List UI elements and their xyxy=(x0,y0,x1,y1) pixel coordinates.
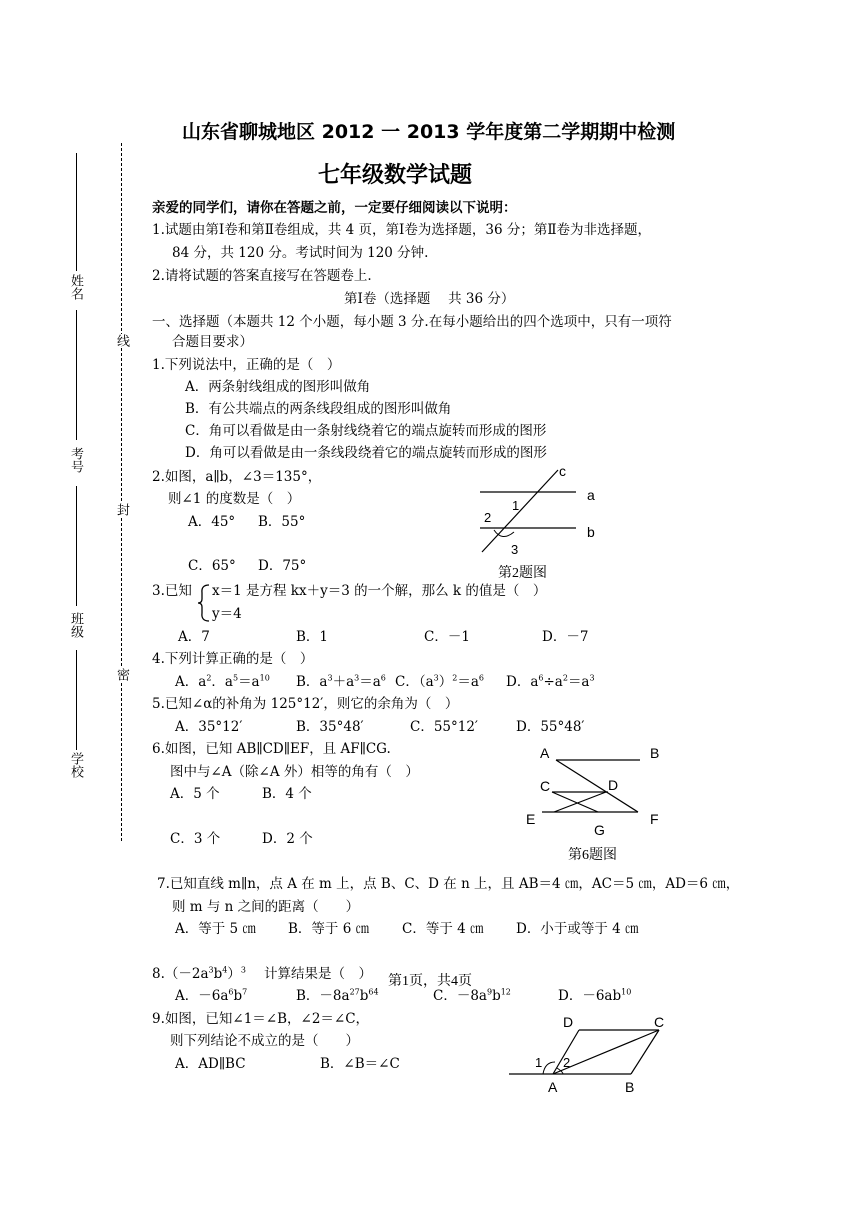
binding-dashed-line xyxy=(121,143,122,841)
q9-label-1: 1 xyxy=(535,1055,543,1070)
section1-intro: 一、选择题（本题共 12 个小题，每小题 3 分.在每小题给出的四个选项中，只有一项符 xyxy=(152,314,672,330)
q2-stem-line2: 则∠1 的度数是（ ） xyxy=(168,491,301,507)
q6-option-a: A．5 个 xyxy=(170,786,220,802)
q9-label-b: B xyxy=(625,1079,635,1095)
q3-option-d: D．－7 xyxy=(542,629,589,645)
q9-stem-line2: 则下列结论不成立的是（ ） xyxy=(170,1033,359,1049)
q2-stem: 2.如图，a∥b，∠3＝135°， xyxy=(152,469,322,485)
q1-option-c: C．角可以看做是由一条射线绕着它的端点旋转而形成的图形 xyxy=(185,423,547,439)
q6-label-b: B xyxy=(650,745,660,761)
q8-option-a: A．$-6a^6b^7$ xyxy=(175,987,248,1004)
q6-label-f: F xyxy=(650,811,659,827)
seal-char: 封 xyxy=(114,503,129,516)
exam-no-label: 考号 xyxy=(68,447,83,473)
section1-intro-cont: 合题目要求） xyxy=(172,334,253,350)
class-label: 班级 xyxy=(68,612,83,638)
q1-stem: 1.下列说法中，正确的是（ ） xyxy=(152,357,341,373)
q9-option-a: A．AD∥BC xyxy=(175,1056,246,1072)
q6-stem-line2: 图中与∠A（除∠A 外）相等的角有（ ） xyxy=(170,764,419,780)
q7-option-c: C．等于 4 ㎝ xyxy=(402,921,484,937)
name-underline xyxy=(76,153,77,271)
q6-figure xyxy=(522,740,672,838)
exam-no-underline xyxy=(76,486,77,606)
exam-title: 山东省聊城地区 2012 一 2013 学年度第二学期期中检测 xyxy=(182,121,676,143)
instruction-item-1-cont: 84 分，共 120 分。考试时间为 120 分钟. xyxy=(172,245,429,261)
q9-figure xyxy=(505,1010,675,1096)
q5-option-c: C．55°12′ xyxy=(410,719,479,735)
q2-option-b: B．55° xyxy=(258,514,306,530)
q6-option-b: B．4 个 xyxy=(262,786,312,802)
q6-label-c: C xyxy=(540,778,551,794)
school-label: 学校 xyxy=(68,752,83,778)
q5-stem: 5.已知∠α的补角为 125°12′，则它的余角为（ ） xyxy=(152,696,459,712)
q2-option-c: C．65° xyxy=(188,558,236,574)
q7-option-d: D．小于或等于 4 ㎝ xyxy=(516,921,639,937)
q8-option-b: B．$-8a^{27}b^{64}$ xyxy=(296,987,379,1004)
q5-option-b: B．35°48′ xyxy=(296,719,364,735)
instruction-item-1: 1.试题由第Ⅰ卷和第Ⅱ卷组成，共 4 页，第Ⅰ卷为选择题，36 分；第Ⅱ卷为非选择题， xyxy=(152,222,652,238)
q6-option-c: C．3 个 xyxy=(170,831,221,847)
q8-stem-suffix: 计算结果是（ ） xyxy=(264,966,372,982)
q9-option-b: B．∠B＝∠C xyxy=(320,1056,400,1072)
q6-label-a: A xyxy=(540,745,550,761)
q3-equation-1: x＝1 是方程 kx＋y＝3 的一个解，那么 k 的值是（ ） xyxy=(212,583,547,599)
q7-stem-line2: 则 m 与 n 之间的距离（ ） xyxy=(172,899,360,915)
q5-option-a: A．35°12′ xyxy=(175,719,243,735)
q4-option-d: D．$a^6\div a^2=a^3$ xyxy=(506,673,595,690)
q6-label-e: E xyxy=(526,811,536,827)
section1-header: 第Ⅰ卷（选择题 共 36 分） xyxy=(344,291,515,307)
q1-option-b: B．有公共端点的两条线段组成的图形叫做角 xyxy=(185,401,452,417)
exam-subtitle: 七年级数学试题 xyxy=(318,163,473,188)
q2-label-3: 3 xyxy=(511,542,519,557)
instructions-heading: 亲爱的同学们，请你在答题之前，一定要仔细阅读以下说明： xyxy=(152,200,517,216)
line-char: 线 xyxy=(114,334,129,347)
name-label: 姓名 xyxy=(68,274,83,300)
q4-option-a: A．$a^2$．$a^5=a^{10}$ xyxy=(175,673,270,690)
q9-label-a: A xyxy=(548,1079,558,1095)
q4-option-c: C．$(a^3)^2=a^6$ xyxy=(395,673,484,690)
q2-label-2: 2 xyxy=(484,510,492,525)
q3-equation-2: y＝4 xyxy=(212,606,242,622)
q8-option-d: D．$-6ab^{10}$ xyxy=(558,987,632,1004)
q6-label-d: D xyxy=(608,777,619,793)
q9-label-c: C xyxy=(654,1014,665,1030)
q2-label-c: c xyxy=(559,463,566,479)
q3-option-c: C．－1 xyxy=(424,629,470,645)
q2-label-b: b xyxy=(587,524,595,540)
q9-label-2: 2 xyxy=(563,1055,571,1070)
class-underline xyxy=(76,650,77,750)
q6-caption: 第6题图 xyxy=(568,848,617,863)
q8-stem-expr: $8.(-2a^3b^4)^3$ xyxy=(152,965,246,982)
q3-option-a: A．7 xyxy=(178,629,210,645)
q2-option-d: D．75° xyxy=(258,558,307,574)
q7-stem: 7.已知直线 m∥n，点 A 在 m 上，点 B、C、D 在 n 上，且 AB＝4 ㎝，AC＝5 ㎝，AD＝6 ㎝， xyxy=(157,876,740,892)
q4-option-b: B．$a^3+a^3=a^6$ xyxy=(296,673,386,690)
q2-caption: 第2题图 xyxy=(498,566,547,581)
q1-option-d: D．角可以看做是由一条线段绕着它的端点旋转而形成的图形 xyxy=(185,445,547,461)
q1-option-a: A．两条射线组成的图形叫做角 xyxy=(185,379,371,395)
secret-char: 密 xyxy=(114,668,129,681)
q3-brace xyxy=(197,583,211,623)
q9-label-d: D xyxy=(563,1014,574,1030)
q6-label-g: G xyxy=(594,822,605,838)
q2-figure xyxy=(470,460,610,562)
q6-stem: 6.如图，已知 AB∥CD∥EF，且 AF∥CG. xyxy=(152,741,391,757)
q6-option-d: D．2 个 xyxy=(262,831,313,847)
q3-stem-pre: 3.已知 xyxy=(152,583,192,599)
name-underline-lower xyxy=(76,310,77,440)
q3-option-b: B．1 xyxy=(296,629,329,645)
q2-option-a: A．45° xyxy=(188,514,236,530)
q7-option-a: A．等于 5 ㎝ xyxy=(175,921,256,937)
q5-option-d: D．55°48′ xyxy=(516,719,585,735)
instruction-item-2: 2.请将试题的答案直接写在答题卷上. xyxy=(152,268,372,284)
q8-option-c: C．$-8a^9b^{12}$ xyxy=(433,987,511,1004)
q9-stem: 9.如图，已知∠1＝∠B，∠2＝∠C， xyxy=(152,1011,370,1027)
q4-stem: 4.下列计算正确的是（ ） xyxy=(152,651,314,667)
q2-label-1: 1 xyxy=(512,498,520,513)
page-footer: 第1页，共4页 xyxy=(388,974,472,989)
q2-label-a: a xyxy=(587,487,595,503)
q7-option-b: B．等于 6 ㎝ xyxy=(288,921,370,937)
